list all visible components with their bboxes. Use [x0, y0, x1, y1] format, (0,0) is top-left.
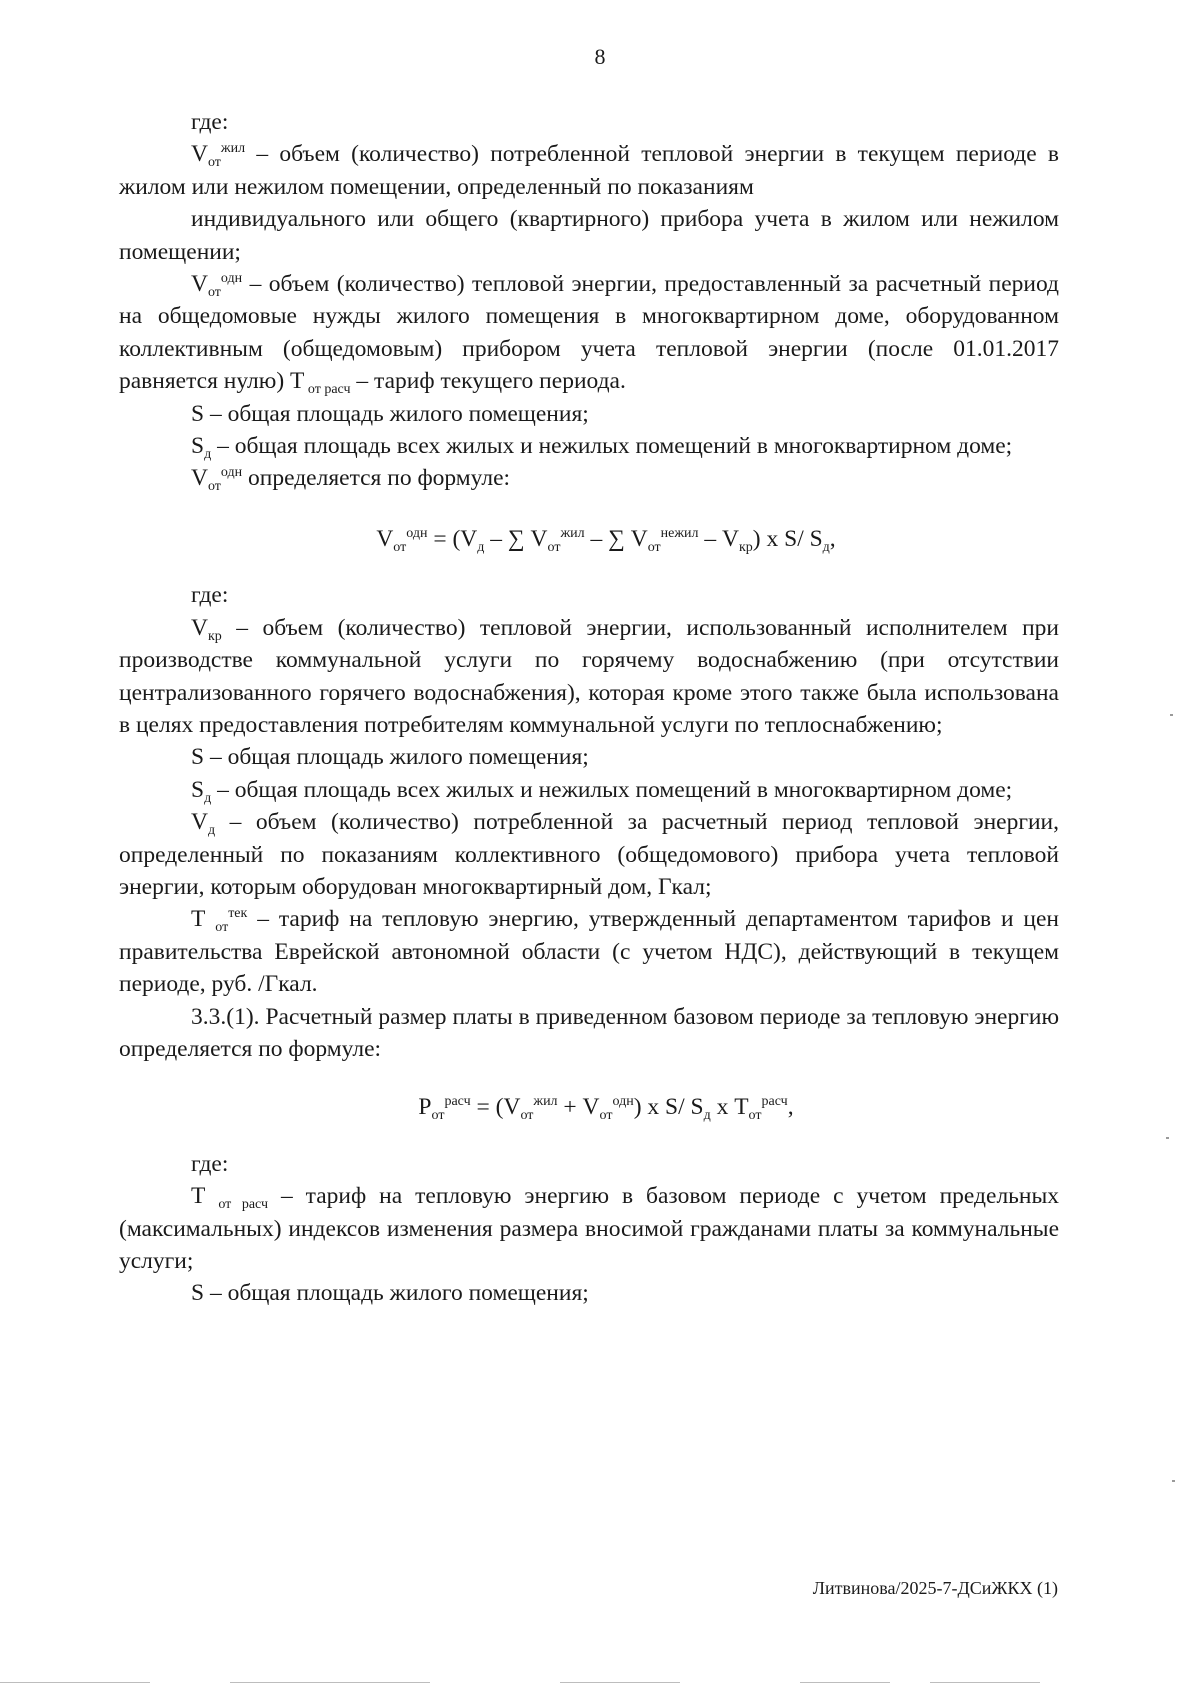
paragraph-v-odn — [119, 268, 1059, 398]
f1-v-sub: от — [393, 539, 407, 555]
definition-text: – объем (количество) потребленной тепловой энергии в текущем периоде в жилом или нежилом помещении, определенный по показаниям — [119, 141, 1059, 200]
f2-x: x Т — [710, 1094, 749, 1121]
symbol: V — [191, 141, 208, 168]
subscript: от расч — [304, 382, 351, 398]
f2-v2-sup: одн — [612, 1094, 634, 1110]
formula-p-rasch — [119, 1091, 1059, 1123]
f2-plus: + V — [557, 1094, 600, 1121]
paragraph-where-2: где: — [191, 582, 229, 609]
f1-v: V — [376, 525, 394, 552]
subscript: от — [207, 285, 221, 301]
f1-m1: – ∑ V — [484, 525, 548, 552]
scan-speck — [1170, 714, 1173, 716]
f1-v-sup: одн — [406, 525, 428, 541]
subscript: от расч — [218, 1197, 269, 1213]
scan-speck — [1172, 1480, 1175, 1482]
subscript: д — [207, 823, 216, 839]
f2-p: Р — [418, 1094, 432, 1121]
paragraph-vd — [119, 806, 1059, 903]
definition-text: – объем (количество) тепловой энергии, предоставленный за расчетный период на общедомовые нужды жилого помещения в многоквартирном доме, оборудованном коллективным (общедомовым) прибором учета тепловой энергии (после 01.01.2017 равняется нулю) — [119, 271, 1059, 395]
definition-text: – тариф на тепловую энергию, утвержденный департаментом тарифов и цен правительства Еврейской автономной области (с учетом НДС), действующий в текущем периоде, руб. /Гкал. — [119, 906, 1059, 998]
f1-s2-sub: от — [647, 539, 661, 555]
symbol: V — [191, 614, 208, 641]
f1-tail: ) x S/ S — [752, 525, 823, 552]
f2-t-sup: расч — [761, 1094, 788, 1110]
f2-eq: = (V — [470, 1094, 521, 1121]
f2-t-sub: от — [748, 1108, 762, 1124]
document-footer: Литвинова/2025-7-ДСиЖКХ (1) — [812, 1578, 1058, 1598]
f2-p-sup: расч — [444, 1094, 471, 1110]
scan-artifact-line — [0, 1682, 150, 1683]
f1-end: , — [829, 525, 836, 552]
f1-sd-sub: д — [822, 539, 830, 555]
definition-text: – объем (количество) потребленной за расчетный период тепловой энергии, определенный по показаниям коллективного (общедомового) прибора учета тепловой энергии, которым оборудован многоквартирный дом, Гкал; — [119, 809, 1059, 900]
definition-text: – объем (количество) тепловой энергии, использованный исполнителем при производстве коммунальной услуги по горячему водоснабжению (при отсутствии централизованного горячего водоснабжения), которая кроме этого также была использована в целях предоставления потребителям коммунальной услуги по теплоснабжению; — [119, 614, 1059, 738]
scan-artifact-line — [930, 1682, 1040, 1683]
f1-eq: = (V — [427, 525, 478, 552]
paragraph-s-3: S – общая площадь жилого помещения; — [191, 1280, 589, 1307]
symbol: V — [191, 809, 208, 836]
formula-v-odn — [119, 523, 1059, 555]
superscript: тек — [228, 906, 248, 922]
f1-m2: – ∑ V — [584, 525, 648, 552]
superscript: жил — [220, 141, 246, 157]
superscript: одн — [220, 271, 243, 287]
f1-vd-sub: д — [477, 539, 485, 555]
f2-v1-sub: от — [520, 1108, 534, 1124]
subscript: д — [204, 790, 212, 806]
paragraph-where-3: где: — [191, 1150, 229, 1177]
f1-s1-sub: от — [547, 539, 561, 555]
scan-artifact-line — [560, 1682, 680, 1683]
document-body — [119, 106, 1059, 1310]
subscript: от — [207, 155, 221, 171]
definition-text: – тариф на тепловую энергию в базовом периоде с учетом предельных (максимальных) индексов изменения размера вносимой гражданами платы за коммунальные услуги; — [119, 1183, 1059, 1274]
paragraph-sd-2 — [119, 774, 1059, 806]
subscript: от — [215, 920, 229, 936]
f1-s1-sup: жил — [560, 525, 585, 541]
f2-sd-sub: д — [703, 1108, 711, 1124]
paragraph-3-3-1: 3.3.(1). Расчетный размер платы в приведенном базовом периоде за тепловую энергию определяется по формуле: — [119, 1003, 1059, 1062]
f1-m3: – V — [698, 525, 739, 552]
paragraph-t-rasch — [119, 1180, 1059, 1277]
f2-v1-sup: жил — [533, 1094, 558, 1110]
definition-text: – тариф текущего периода. — [350, 368, 626, 395]
page-number: 8 — [594, 44, 606, 69]
symbol: S — [191, 776, 205, 803]
f2-end: , — [787, 1094, 794, 1121]
superscript: одн — [220, 465, 243, 481]
subscript: от — [207, 479, 221, 495]
symbol: V — [191, 271, 208, 298]
definition-text: определяется по формуле: — [242, 465, 511, 492]
paragraph-vkr — [119, 612, 1059, 742]
paragraph-v-zhil — [119, 138, 1059, 203]
scan-artifact-line — [800, 1682, 890, 1683]
subscript: д — [204, 447, 212, 463]
symbol: V — [191, 465, 208, 492]
paragraph-where-1: где: — [191, 109, 229, 135]
symbol: Т — [191, 1183, 219, 1210]
symbol-t: Т — [290, 368, 305, 395]
paragraph-meter: индивидуального или общего (квартирного) прибора учета в жилом или нежилом помещении; — [119, 206, 1059, 265]
definition-text: – общая площадь всех жилых и нежилых помещений в многоквартирном доме; — [211, 776, 1013, 803]
paragraph-sd — [119, 430, 1059, 462]
subscript: кр — [207, 628, 222, 644]
f1-s2-sup: нежил — [660, 525, 699, 541]
scan-artifact-line — [230, 1682, 430, 1683]
f2-v2-sub: от — [599, 1108, 613, 1124]
definition-text: – общая площадь всех жилых и нежилых помещений в многоквартирном доме; — [211, 433, 1013, 460]
f2-mid: ) x S/ S — [633, 1094, 704, 1121]
symbol: Т — [191, 906, 216, 933]
paragraph-s: S – общая площадь жилого помещения; — [191, 400, 589, 427]
paragraph-s-2: S – общая площадь жилого помещения; — [191, 744, 589, 771]
symbol: S — [191, 433, 205, 460]
paragraph-v-odn-formula-intro — [119, 462, 1059, 494]
scan-speck — [1166, 1137, 1169, 1139]
f2-p-sub: от — [431, 1108, 445, 1124]
f1-vkr-sub: кр — [738, 539, 753, 555]
paragraph-t-tek — [119, 903, 1059, 1000]
